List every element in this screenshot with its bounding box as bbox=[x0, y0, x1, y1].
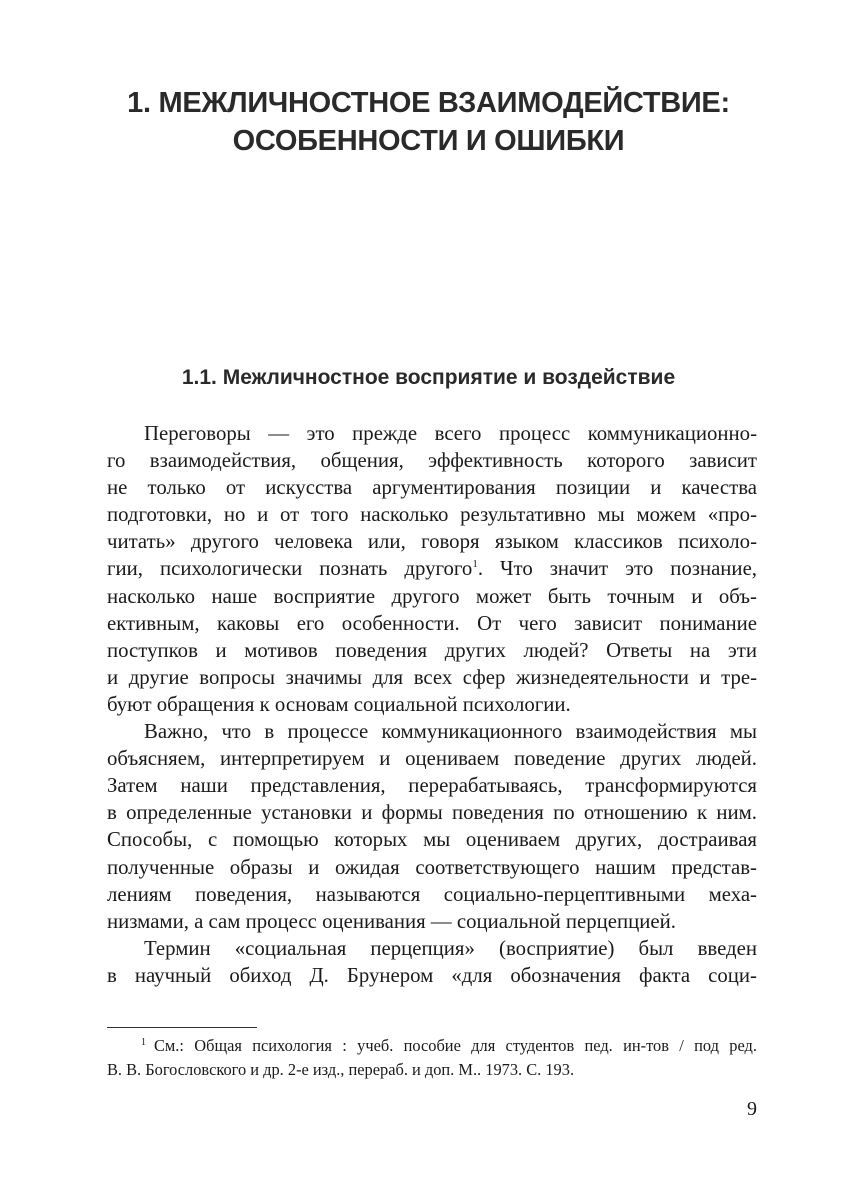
footnote-line bbox=[107, 1034, 757, 1058]
paragraph-line: поступков и мотивов поведения других людей? Ответы на эти bbox=[107, 638, 757, 662]
footnote bbox=[107, 1034, 757, 1082]
footnote-reference[interactable]: 1 bbox=[472, 558, 478, 571]
paragraph-line: Затем наши представления, перерабатываясь, трансформируются bbox=[107, 774, 757, 798]
paragraph-line: объясняем, интерпретируем и оцениваем поведение других людей. bbox=[107, 747, 757, 771]
footnote-line: В. В. Богословского и др. 2-е изд., перераб. и доп. М.. 1973. С. 193. bbox=[107, 1060, 575, 1079]
paragraph-line: подготовки, но и от того насколько результативно мы можем «про- bbox=[107, 503, 757, 527]
paragraph-line: буют обращения к основам социальной психологии. bbox=[107, 692, 571, 716]
footnote-number: 1 bbox=[141, 1036, 146, 1048]
paragraph-line: читать» другого человека или, говоря языком классиков психоло- bbox=[107, 530, 757, 554]
paragraph-line: Способы, с помощью которых мы оцениваем других, достраивая bbox=[107, 828, 757, 852]
paragraph-line: Важно, что в процессе коммуникационного взаимодействия мы bbox=[144, 720, 757, 744]
paragraph-line: ективным, каковы его особенности. От чего зависит понимание bbox=[107, 611, 757, 635]
paragraph-line: низмами, а сам процесс оценивания — социальной перцепцией. bbox=[107, 909, 676, 933]
line-text: гии, психологически познать другого bbox=[107, 557, 473, 581]
chapter-title-line: 1. МЕЖЛИЧНОСТНОЕ ВЗАИМОДЕЙСТВИЕ: bbox=[127, 87, 730, 119]
paragraph-line: Переговоры — это прежде всего процесс коммуникационно- bbox=[144, 422, 757, 445]
paragraph-line: в научный обиход Д. Брунером «для обозначения факта соци- bbox=[107, 963, 757, 987]
paragraph-line: лениям поведения, называются социально-перцептивными меха- bbox=[107, 882, 757, 906]
page-number: 9 bbox=[747, 1098, 757, 1120]
paragraph-line: насколько наше восприятие другого может быть точным и объ- bbox=[107, 584, 757, 608]
paragraph-line: Термин «социальная перцепция» (восприятие) был введен bbox=[144, 936, 757, 960]
paragraph-line bbox=[107, 555, 757, 582]
chapter-title-line: ОСОБЕННОСТИ И ОШИБКИ bbox=[232, 125, 625, 157]
line-text: . Что значит это познание, bbox=[477, 557, 757, 581]
paragraph-line: в определенные установки и формы поведения по отношению к ним. bbox=[107, 801, 757, 825]
body-text bbox=[107, 420, 757, 989]
paragraph-line: и другие вопросы значимы для всех сфер жизнедеятельности и тре- bbox=[107, 665, 757, 689]
paragraph-line: полученные образы и ожидая соответствующего нашим представ- bbox=[107, 855, 757, 879]
footnote-divider bbox=[107, 1027, 257, 1028]
section-title: 1.1. Межличностное восприятие и воздействие bbox=[181, 366, 676, 389]
paragraph-line: го взаимодействия, общения, эффективность которого зависит bbox=[107, 449, 757, 473]
paragraph-line: не только от искусства аргументирования позиции и качества bbox=[107, 476, 757, 500]
chapter-title bbox=[0, 84, 857, 160]
footnote-text: См.: Общая психология : учеб. пособие для студентов пед. ин-тов / под ред. bbox=[154, 1036, 757, 1055]
